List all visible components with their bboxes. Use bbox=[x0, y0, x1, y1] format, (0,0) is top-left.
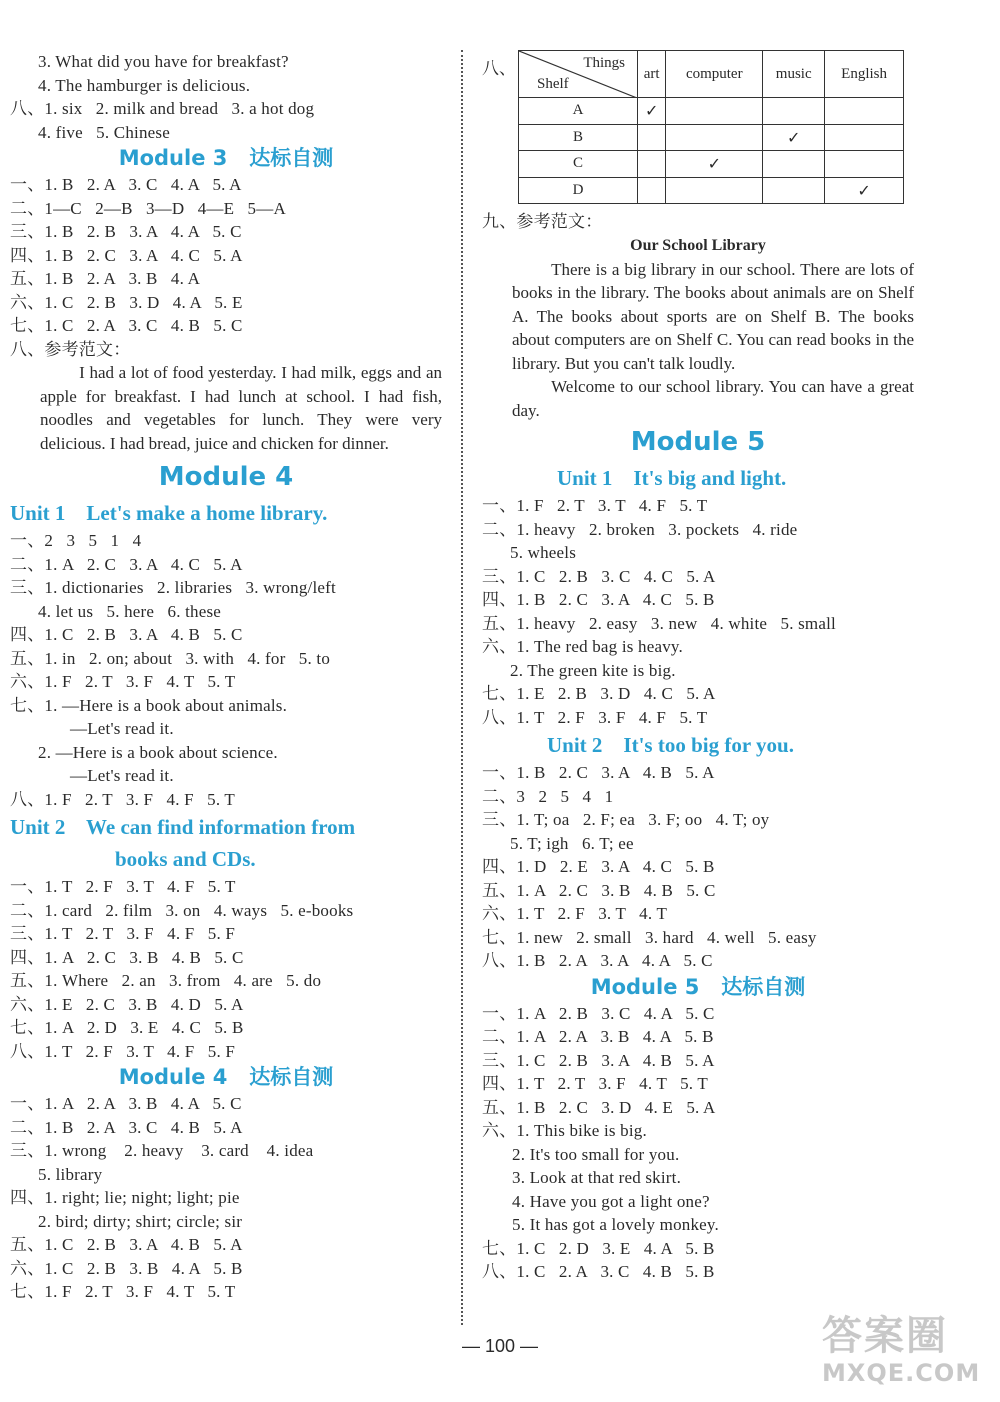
answer-line: 二、1—C 2—B 3—D 4—E 5—A bbox=[10, 198, 286, 218]
answer-line: 五、1. B 2. C 3. D 4. E 5. A bbox=[482, 1097, 716, 1117]
answer-line: 2. —Here is a book about science. bbox=[38, 742, 278, 762]
answer-line: 一、1. T 2. F 3. T 4. F 5. T bbox=[10, 877, 236, 896]
check-cell bbox=[638, 151, 666, 178]
answer-line: 四、1. right; lie; night; light; pie bbox=[10, 1188, 240, 1207]
answer-line: 5. It has got a lovely monkey. bbox=[512, 1215, 719, 1234]
table-header: English bbox=[825, 51, 904, 98]
answer-line: 四、1. A 2. C 3. B 4. B 5. C bbox=[10, 947, 244, 967]
answer-line: 三、1. T 2. T 3. F 4. F 5. F bbox=[10, 924, 236, 943]
shelf-cell: A bbox=[519, 98, 638, 125]
page-number: — 100 — bbox=[461, 1336, 539, 1356]
corner-shelf-label: Shelf bbox=[537, 76, 569, 92]
answer-line: 六、1. C 2. B 3. D 4. A 5. E bbox=[10, 292, 243, 312]
answer-line: 一、1. F 2. T 3. T 4. F 5. T bbox=[482, 496, 708, 515]
module5-unit1-title: Unit 1 It's big and light. bbox=[557, 466, 787, 490]
answer-line: 五、1. in 2. on; about 3. with 4. for 5. to bbox=[10, 648, 331, 668]
answer-line: 七、1. A 2. D 3. E 4. C 5. B bbox=[10, 1018, 244, 1037]
answer-line: 一、1. A 2. A 3. B 4. A 5. C bbox=[10, 1094, 242, 1113]
module4-unit1-title: Unit 1 Let's make a home library. bbox=[10, 501, 328, 525]
module4-unit2-answers bbox=[10, 875, 442, 1063]
essay-paragraph-1: There is a big library in our school. There are lots of books in the library. The books about animals are on Shelf A. The books about sports are on Shelf B. The books about computers are on Shelf C. You can read books in the library. But you can't talk loudly. bbox=[512, 259, 914, 373]
check-cell bbox=[666, 124, 763, 151]
table-header: computer bbox=[666, 51, 763, 98]
module5-test-title: Module 5 达标自测 bbox=[590, 974, 806, 999]
answer-line: 六、1. F 2. T 3. F 4. T 5. T bbox=[10, 672, 236, 691]
answer-line: 3. What did you have for breakfast? bbox=[38, 52, 289, 71]
answer-line: 二、1. A 2. A 3. B 4. A 5. B bbox=[482, 1027, 714, 1046]
answer-line: 五、1. B 2. A 3. B 4. A bbox=[10, 269, 201, 288]
answer-line: 六、1. E 2. C 3. B 4. D 5. A bbox=[10, 994, 244, 1014]
answer-line: 3. Look at that red skirt. bbox=[512, 1168, 682, 1187]
table-header: art bbox=[638, 51, 666, 98]
check-cell bbox=[825, 151, 904, 178]
answer-line: 五、1. A 2. C 3. B 4. B 5. C bbox=[482, 880, 716, 900]
check-cell: ✓ bbox=[763, 124, 825, 151]
answer-line: 七、1. C 2. A 3. C 4. B 5. C bbox=[10, 316, 243, 335]
answer-line: 四、1. T 2. T 3. F 4. T 5. T bbox=[482, 1074, 708, 1093]
section8-label: 八、 bbox=[482, 59, 516, 78]
answer-line: 5. wheels bbox=[510, 543, 577, 562]
answer-line: 八、1. six 2. milk and bread 3. a hot dog bbox=[10, 99, 315, 118]
corner-things-label: Things bbox=[583, 55, 625, 71]
check-cell bbox=[666, 98, 763, 125]
module4-test-answers bbox=[10, 1092, 442, 1304]
answer-line: 五、1. C 2. B 3. A 4. B 5. A bbox=[10, 1235, 243, 1254]
answer-line: 5. T; igh 6. T; ee bbox=[510, 833, 634, 853]
answer-line: 4. Have you got a light one? bbox=[512, 1191, 710, 1211]
answer-line: 三、1. wrong 2. heavy 3. card 4. idea bbox=[10, 1141, 314, 1160]
table-corner-cell bbox=[519, 51, 638, 98]
answer-line: 七、1. C 2. D 3. E 4. A 5. B bbox=[482, 1238, 715, 1258]
module4-test-title: Module 4 达标自测 bbox=[118, 1065, 334, 1089]
left-column bbox=[10, 50, 442, 1304]
module3-essay: I had a lot of food yesterday. I had milk, eggs and an apple for breakfast. I had lunch at school. I had fish, noodles and vegetables for lunch. They were very delicious. I had bread, juice and chicken for dinner. bbox=[40, 363, 442, 453]
answer-line: 六、1. C 2. B 3. B 4. A 5. B bbox=[10, 1258, 243, 1278]
module4-title: Module 4 bbox=[158, 462, 294, 492]
answer-line: 2. The green kite is big. bbox=[510, 660, 676, 680]
answer-line: 一、1. A 2. B 3. C 4. A 5. C bbox=[482, 1003, 715, 1023]
watermark-logo bbox=[822, 1313, 992, 1393]
table-row bbox=[519, 151, 904, 178]
check-cell bbox=[825, 124, 904, 151]
answer-line: 4. five 5. Chinese bbox=[38, 122, 170, 142]
watermark-text: 答案圈 bbox=[822, 1313, 948, 1359]
answer-line: 四、1. B 2. C 3. A 4. C 5. B bbox=[482, 590, 715, 609]
check-cell: ✓ bbox=[638, 98, 666, 125]
answer-line: 二、1. card 2. film 3. on 4. ways 5. e-books bbox=[10, 900, 354, 920]
answer-line: 八、参考范文： bbox=[10, 339, 131, 359]
answer-line: 八、1. T 2. F 3. F 4. F 5. T bbox=[482, 707, 708, 727]
module5-unit2-title: Unit 2 It's too big for you. bbox=[547, 733, 794, 757]
answer-line: 八、1. B 2. A 3. A 4. A 5. C bbox=[482, 951, 713, 970]
answer-line: 二、1. A 2. C 3. A 4. C 5. A bbox=[10, 554, 243, 574]
answer-line: 二、1. B 2. A 3. C 4. B 5. A bbox=[10, 1117, 243, 1137]
module3-test-title: Module 3 达标自测 bbox=[118, 146, 334, 170]
shelf-cell: C bbox=[519, 151, 638, 178]
answer-line: 四、1. B 2. C 3. A 4. C 5. A bbox=[10, 245, 243, 265]
answer-line: 一、2 3 5 1 4 bbox=[10, 531, 142, 550]
table-row bbox=[519, 177, 904, 204]
answer-line: 二、1. heavy 2. broken 3. pockets 4. ride bbox=[482, 519, 798, 539]
module5-unit1-answers bbox=[482, 494, 914, 729]
answer-line: 三、1. C 2. B 3. A 4. B 5. A bbox=[482, 1050, 715, 1070]
module4-unit2-title-cont: books and CDs. bbox=[115, 847, 256, 871]
module5-unit2-answers bbox=[482, 761, 914, 973]
section9-label: 九、参考范文： bbox=[482, 212, 603, 231]
answer-line: 八、1. T 2. F 3. T 4. F 5. F bbox=[10, 1041, 236, 1061]
answer-line: 五、1. heavy 2. easy 3. new 4. white 5. small bbox=[482, 613, 836, 633]
answer-line: 一、1. B 2. A 3. C 4. A 5. A bbox=[10, 175, 242, 194]
answer-line: 七、1. E 2. B 3. D 4. C 5. A bbox=[482, 684, 716, 703]
answer-line: 三、1. T; oa 2. F; ea 3. F; oo 4. T; oy bbox=[482, 810, 770, 829]
module4-unit2-title: Unit 2 We can find information from bbox=[10, 815, 356, 839]
column-divider bbox=[461, 50, 463, 1325]
answer-line: 四、1. D 2. E 3. A 4. C 5. B bbox=[482, 857, 715, 876]
answer-line: 一、1. B 2. C 3. A 4. B 5. A bbox=[482, 763, 715, 782]
check-cell: ✓ bbox=[666, 151, 763, 178]
shelf-cell: B bbox=[519, 124, 638, 151]
check-cell bbox=[763, 151, 825, 178]
shelf-table bbox=[518, 50, 904, 204]
answer-line: 七、1. new 2. small 3. hard 4. well 5. easy bbox=[482, 927, 817, 947]
right-column bbox=[482, 210, 914, 1284]
module5-title: Module 5 bbox=[630, 427, 766, 457]
answer-line: 七、1. —Here is a book about animals. bbox=[10, 695, 288, 715]
answer-line: 四、1. C 2. B 3. A 4. B 5. C bbox=[10, 625, 243, 644]
check-cell bbox=[666, 177, 763, 204]
module3-test-answers bbox=[10, 173, 442, 361]
check-cell bbox=[638, 177, 666, 204]
answer-line: 二、3 2 5 4 1 bbox=[482, 786, 614, 806]
essay-title: Our School Library bbox=[630, 236, 766, 254]
essay-paragraph-2: Welcome to our school library. You can have a great day. bbox=[512, 377, 914, 420]
table-row bbox=[519, 124, 904, 151]
answer-line: 2. bird; dirty; shirt; circle; sir bbox=[38, 1211, 243, 1231]
answer-line: 六、1. This bike is big. bbox=[482, 1121, 647, 1140]
check-cell bbox=[763, 177, 825, 204]
answer-line: 八、1. C 2. A 3. C 4. B 5. B bbox=[482, 1262, 715, 1281]
check-cell bbox=[763, 98, 825, 125]
answer-line: 4. The hamburger is delicious. bbox=[38, 75, 251, 95]
watermark-url: MXQE.COM bbox=[822, 1359, 981, 1387]
check-cell: ✓ bbox=[825, 177, 904, 204]
table-header: music bbox=[763, 51, 825, 98]
answer-line: 五、1. Where 2. an 3. from 4. are 5. do bbox=[10, 971, 322, 990]
check-cell bbox=[825, 98, 904, 125]
answer-line: —Let's read it. bbox=[70, 766, 174, 785]
module5-test-answers bbox=[482, 1002, 914, 1284]
answer-line: 六、1. The red bag is heavy. bbox=[482, 637, 683, 656]
answer-line: 三、1. C 2. B 3. C 4. C 5. A bbox=[482, 566, 716, 586]
answer-line: 七、1. F 2. T 3. F 4. T 5. T bbox=[10, 1282, 236, 1301]
module4-unit1-answers bbox=[10, 529, 442, 811]
answer-line: 六、1. T 2. F 3. T 4. T bbox=[482, 904, 668, 923]
answer-block-top bbox=[10, 50, 442, 144]
answer-line: 5. library bbox=[38, 1164, 103, 1184]
answer-line: 2. It's too small for you. bbox=[512, 1144, 680, 1164]
answer-line: 三、1. dictionaries 2. libraries 3. wrong/left bbox=[10, 578, 336, 597]
answer-line: 4. let us 5. here 6. these bbox=[38, 601, 222, 621]
shelf-cell: D bbox=[519, 177, 638, 204]
check-cell bbox=[638, 124, 666, 151]
answer-line: 八、1. F 2. T 3. F 4. F 5. T bbox=[10, 789, 236, 809]
table-row bbox=[519, 98, 904, 125]
answer-line: 三、1. B 2. B 3. A 4. A 5. C bbox=[10, 222, 242, 241]
answer-line: —Let's read it. bbox=[70, 719, 174, 738]
